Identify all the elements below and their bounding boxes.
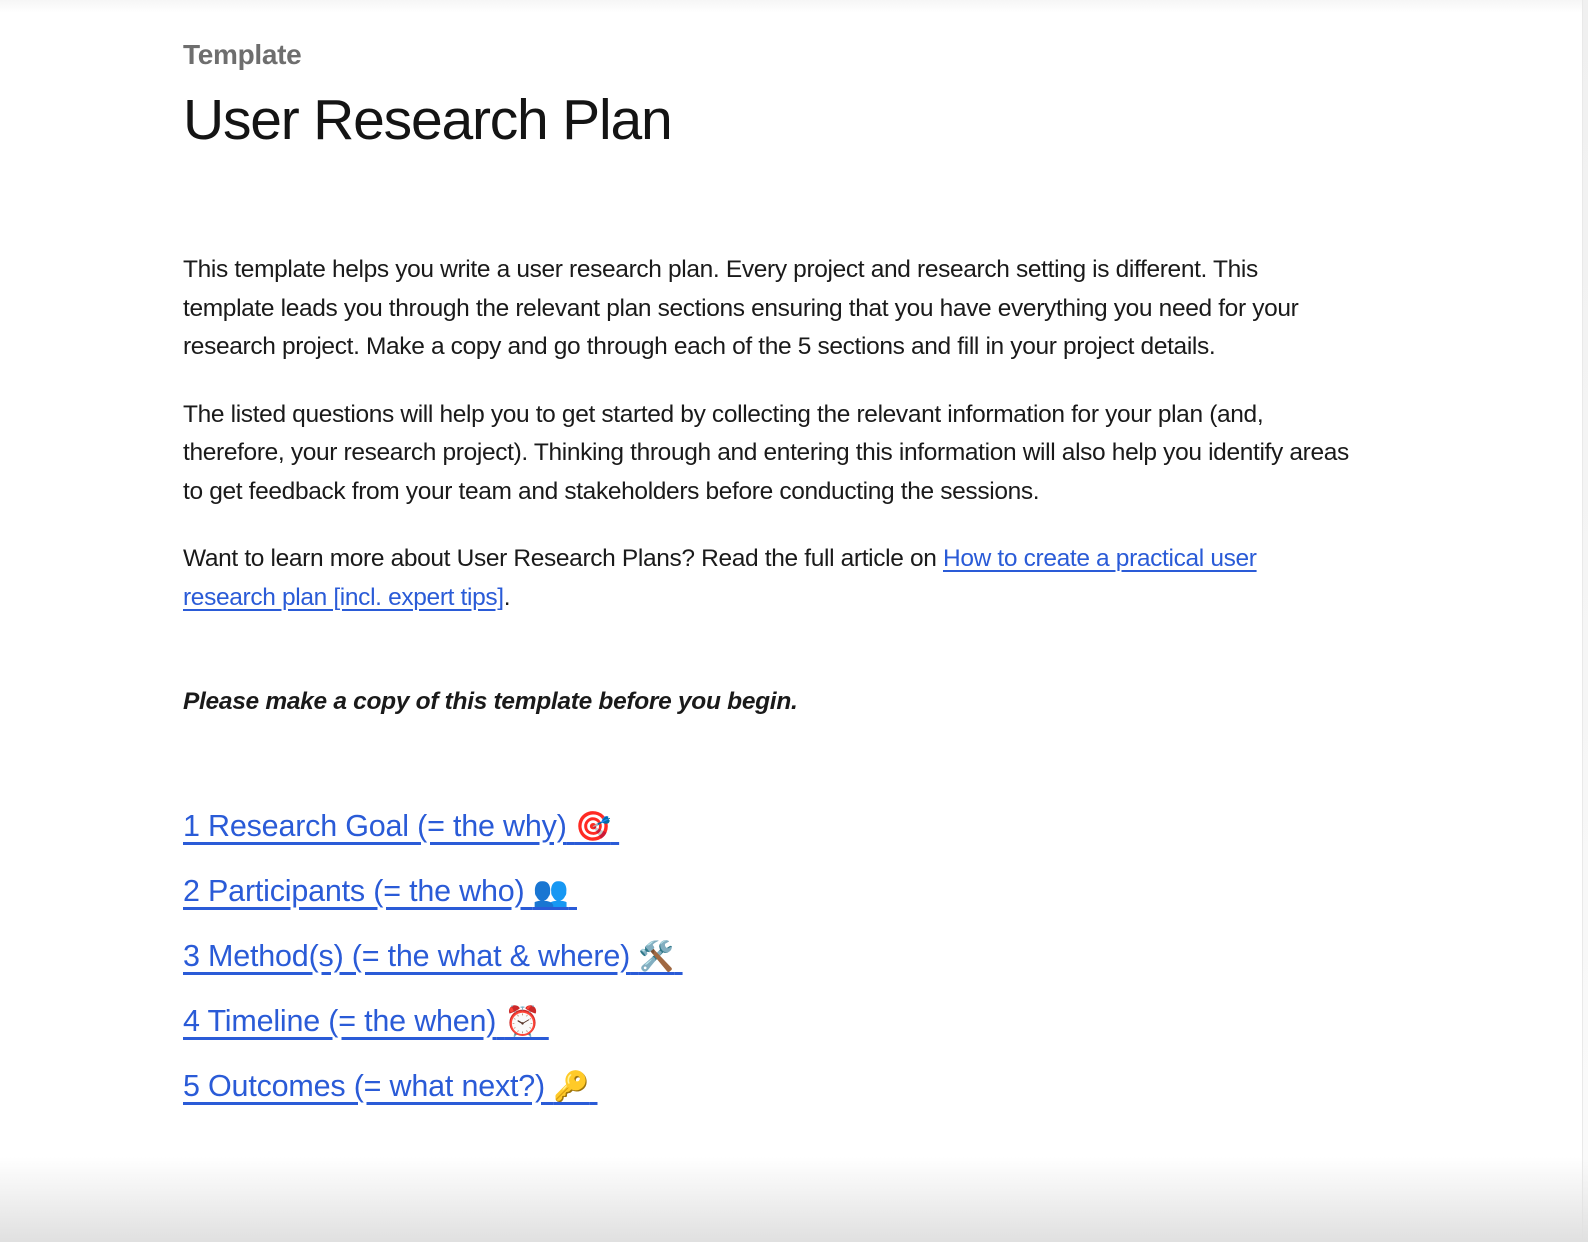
toc-row	[183, 1068, 1355, 1110]
template-label: Template	[183, 39, 302, 70]
toc-link-research-goal[interactable]	[183, 809, 619, 843]
page-bottom-fade	[0, 1157, 1588, 1242]
intro-paragraph: This template helps you write a user research plan. Every project and research setting is different. This template leads you through the relevant plan sections ensuring that you have everything you need for your research project. Make a copy and go through each of the 5 sections and fill in your project details.	[183, 256, 1299, 360]
page-right-edge	[1582, 0, 1588, 1242]
hammer-and-wrench-emoji-icon: 🛠️	[638, 940, 675, 973]
learn-more-period: .	[503, 583, 511, 611]
toc-row	[183, 873, 1355, 915]
questions-paragraph: The listed questions will help you to get started by collecting the relevant information for your plan (and, therefore, your research project). Thinking through and entering this information will also help you identify areas to get feedback from your team and stakeholders before conducting the sessions.	[183, 400, 1349, 505]
toc-link-outcomes[interactable]	[183, 1069, 598, 1103]
toc-link-label: 1 Research Goal (= the why)	[183, 808, 567, 843]
alarm-clock-emoji-icon: ⏰	[504, 1005, 541, 1038]
learn-more-paragraph	[183, 540, 1355, 617]
toc-link-timeline[interactable]	[183, 1004, 549, 1038]
copy-notice: Please make a copy of this template before you begin.	[183, 688, 798, 715]
toc-link-label: 5 Outcomes (= what next?)	[183, 1068, 546, 1103]
toc-link-participants[interactable]	[183, 874, 577, 908]
article-link[interactable]: How to create a practical user research plan [incl. expert tips]	[183, 545, 1257, 611]
learn-more-text: Want to learn more about User Research Plans? Read the full article on	[183, 545, 943, 572]
busts-in-silhouette-emoji-icon: 👥	[532, 875, 569, 908]
toc-link-label: 2 Participants (= the who)	[183, 873, 525, 908]
table-of-contents	[183, 808, 1355, 1110]
toc-link-label: 4 Timeline (= the when)	[183, 1003, 497, 1038]
toc-link-methods[interactable]	[183, 939, 683, 973]
document-content	[183, 0, 1355, 1133]
toc-link-label: 3 Method(s) (= the what & where)	[183, 938, 631, 973]
page-title: User Research Plan	[183, 88, 672, 152]
toc-row	[183, 938, 1355, 980]
toc-row	[183, 808, 1355, 850]
toc-row	[183, 1003, 1355, 1045]
direct-hit-emoji-icon: 🎯	[574, 810, 611, 843]
key-emoji-icon: 🔑	[553, 1070, 590, 1103]
